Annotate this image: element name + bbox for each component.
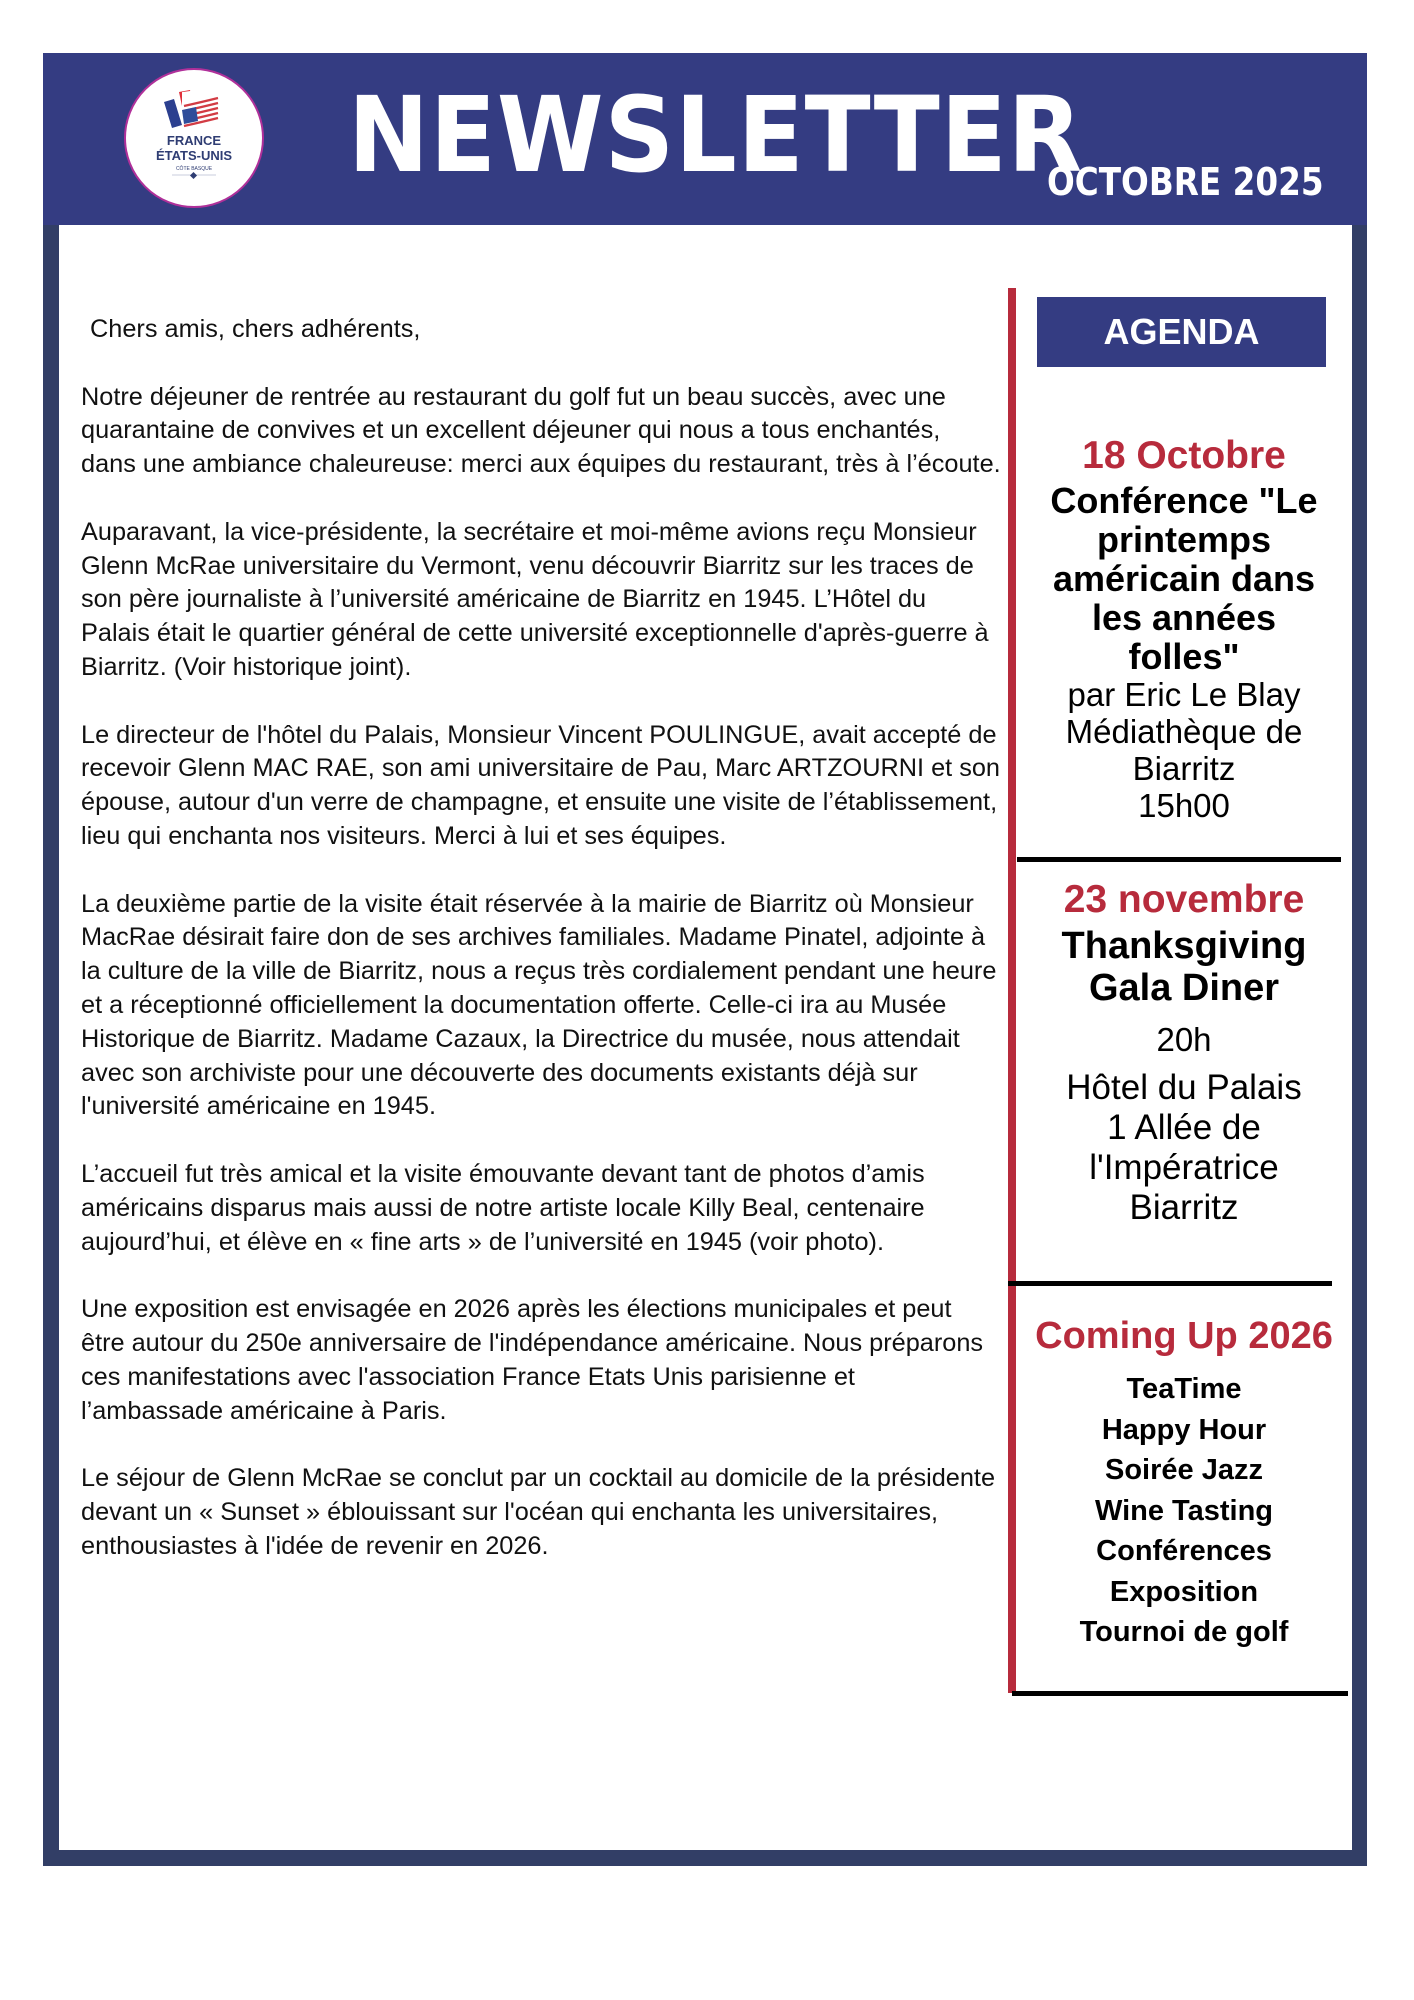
letter-body (81, 313, 1001, 1597)
coming-up-item: Exposition (1109, 1575, 1259, 1608)
newsletter-title: NEWSLETTER (348, 74, 1084, 196)
logo-line2: ÉTATS-UNIS (155, 148, 233, 163)
agenda-accent-line (1008, 288, 1016, 1693)
agenda-event-2 (1016, 877, 1352, 1228)
coming-up-item: Tournoi de golf (1079, 1616, 1289, 1648)
agenda-heading: AGENDA (1037, 297, 1326, 367)
coming-up-item: Soirée Jazz (1105, 1454, 1263, 1486)
greeting: Chers amis, chers adhérents, (90, 315, 421, 343)
coming-up-item: Wine Tasting (1094, 1494, 1274, 1527)
event-venue: Biarritz (1132, 750, 1236, 787)
event-venue: Médiathèque de (1065, 713, 1303, 750)
paragraph: Notre déjeuner de rentrée au restaurant du golf fut un beau succès, avec une quarantaine de convives et un excellent déjeuner qui nous a tous enchantés, dans une ambiance chaleureuse: merci aux équipes du restaurant, très à l’écoute. (81, 382, 1001, 479)
coming-up-section (1016, 1313, 1352, 1653)
event-title (1016, 925, 1352, 1009)
flags-icon (126, 70, 262, 206)
coming-up-item: Conférences (1096, 1535, 1272, 1567)
agenda-bottom-rule (1012, 1691, 1348, 1696)
paragraph: Auparavant, la vice-présidente, la secrétaire et moi-même avions reçu Monsieur Glenn McRae universitaire du Vermont, venu découvrir Biarritz sur les traces de son père journaliste à l’université américaine de Biarritz en 1945. L’Hôtel du Palais était le quartier général de cette université exceptionnelle d'après-guerre à Biarritz. (Voir historique joint). (81, 517, 989, 681)
paragraph: Le séjour de Glenn McRae se conclut par un cocktail au domicile de la présidente devant un « Sunset » éblouissant sur l'océan qui enchanta les universitaires, enthousiastes à l'idée de revenir en 2026. (81, 1464, 996, 1560)
event-title-line: folles" (1128, 636, 1240, 677)
event-time: 15h00 (1138, 787, 1230, 824)
event-speaker: par Eric Le Blay (1067, 676, 1301, 713)
event-title-line: Conférence "Le (1050, 480, 1318, 521)
logo-line3: CÔTE BASQUE (175, 166, 213, 172)
coming-up-item: TeaTime (1126, 1373, 1242, 1405)
event-address: 1 Allée de (1107, 1108, 1261, 1147)
event-title-line: printemps (1096, 519, 1272, 560)
paragraph: Une exposition est envisagée en 2026 après les élections municipales et peut être autour du 250e anniversaire de l'indépendance américaine. Nous préparons ces manifestations avec l'association France Etats Unis parisienne et l’ambassade américaine à Paris. (81, 1295, 984, 1425)
paragraph: La deuxième partie de la visite était réservée à la mairie de Biarritz où Monsieur MacRae désirait faire don de ses archives familiales. Madame Pinatel, adjointe à la culture de la ville de Biarritz, nous a reçus très cordialement pendant une heure et a réceptionné officiellement la documentation offerte. Celle-ci ira au Musée Historique de Biarritz. Madame Cazaux, la Directrice du musée, nous attendait avec son archiviste pour une découverte des documents existants déjà sur l'université américaine en 1945. (81, 889, 997, 1121)
event-title-line: américain dans (1052, 558, 1316, 599)
coming-up-item: Happy Hour (1101, 1413, 1267, 1446)
event-title-line: Gala Diner (1088, 967, 1280, 1009)
issue-date: OCTOBRE 2025 (1047, 160, 1324, 204)
event-time: 20h (1156, 1021, 1212, 1058)
event-date: 23 novembre (1063, 878, 1305, 921)
paragraph: L’accueil fut très amical et la visite émouvante devant tant de photos d’amis américains disparus mais aussi de notre artiste locale Killy Beal, centenaire aujourd’hui, et élève en « fine arts » de l’université en 1945 (voir photo). (81, 1159, 925, 1256)
event-title-line: Thanksgiving (1061, 925, 1307, 967)
coming-up-list (1016, 1369, 1352, 1653)
event-date: 18 Octobre (1082, 434, 1286, 477)
event-venue: Hôtel du Palais (1066, 1068, 1302, 1107)
paragraph: Le directeur de l'hôtel du Palais, Monsieur Vincent POULINGUE, avait accepté de recevoir Glenn MAC RAE, son ami universitaire de Pau, Marc ARTZOURNI et son épouse, autour d'un verre de champagne, et ensuite une visite de l’établissement, lieu qui enchanta nos visiteurs. Merci à lui et ses équipes. (81, 720, 1000, 850)
agenda-event-1 (1016, 433, 1352, 824)
agenda-divider (1017, 857, 1341, 862)
event-title (1016, 481, 1352, 676)
event-city: Biarritz (1129, 1188, 1239, 1227)
coming-up-heading: Coming Up 2026 (1035, 1315, 1333, 1357)
association-logo (124, 68, 264, 208)
logo-line1: FRANCE (166, 133, 222, 148)
agenda-divider (1008, 1281, 1332, 1286)
event-title-line: les années (1091, 597, 1277, 638)
event-address: l'Impératrice (1089, 1148, 1279, 1187)
